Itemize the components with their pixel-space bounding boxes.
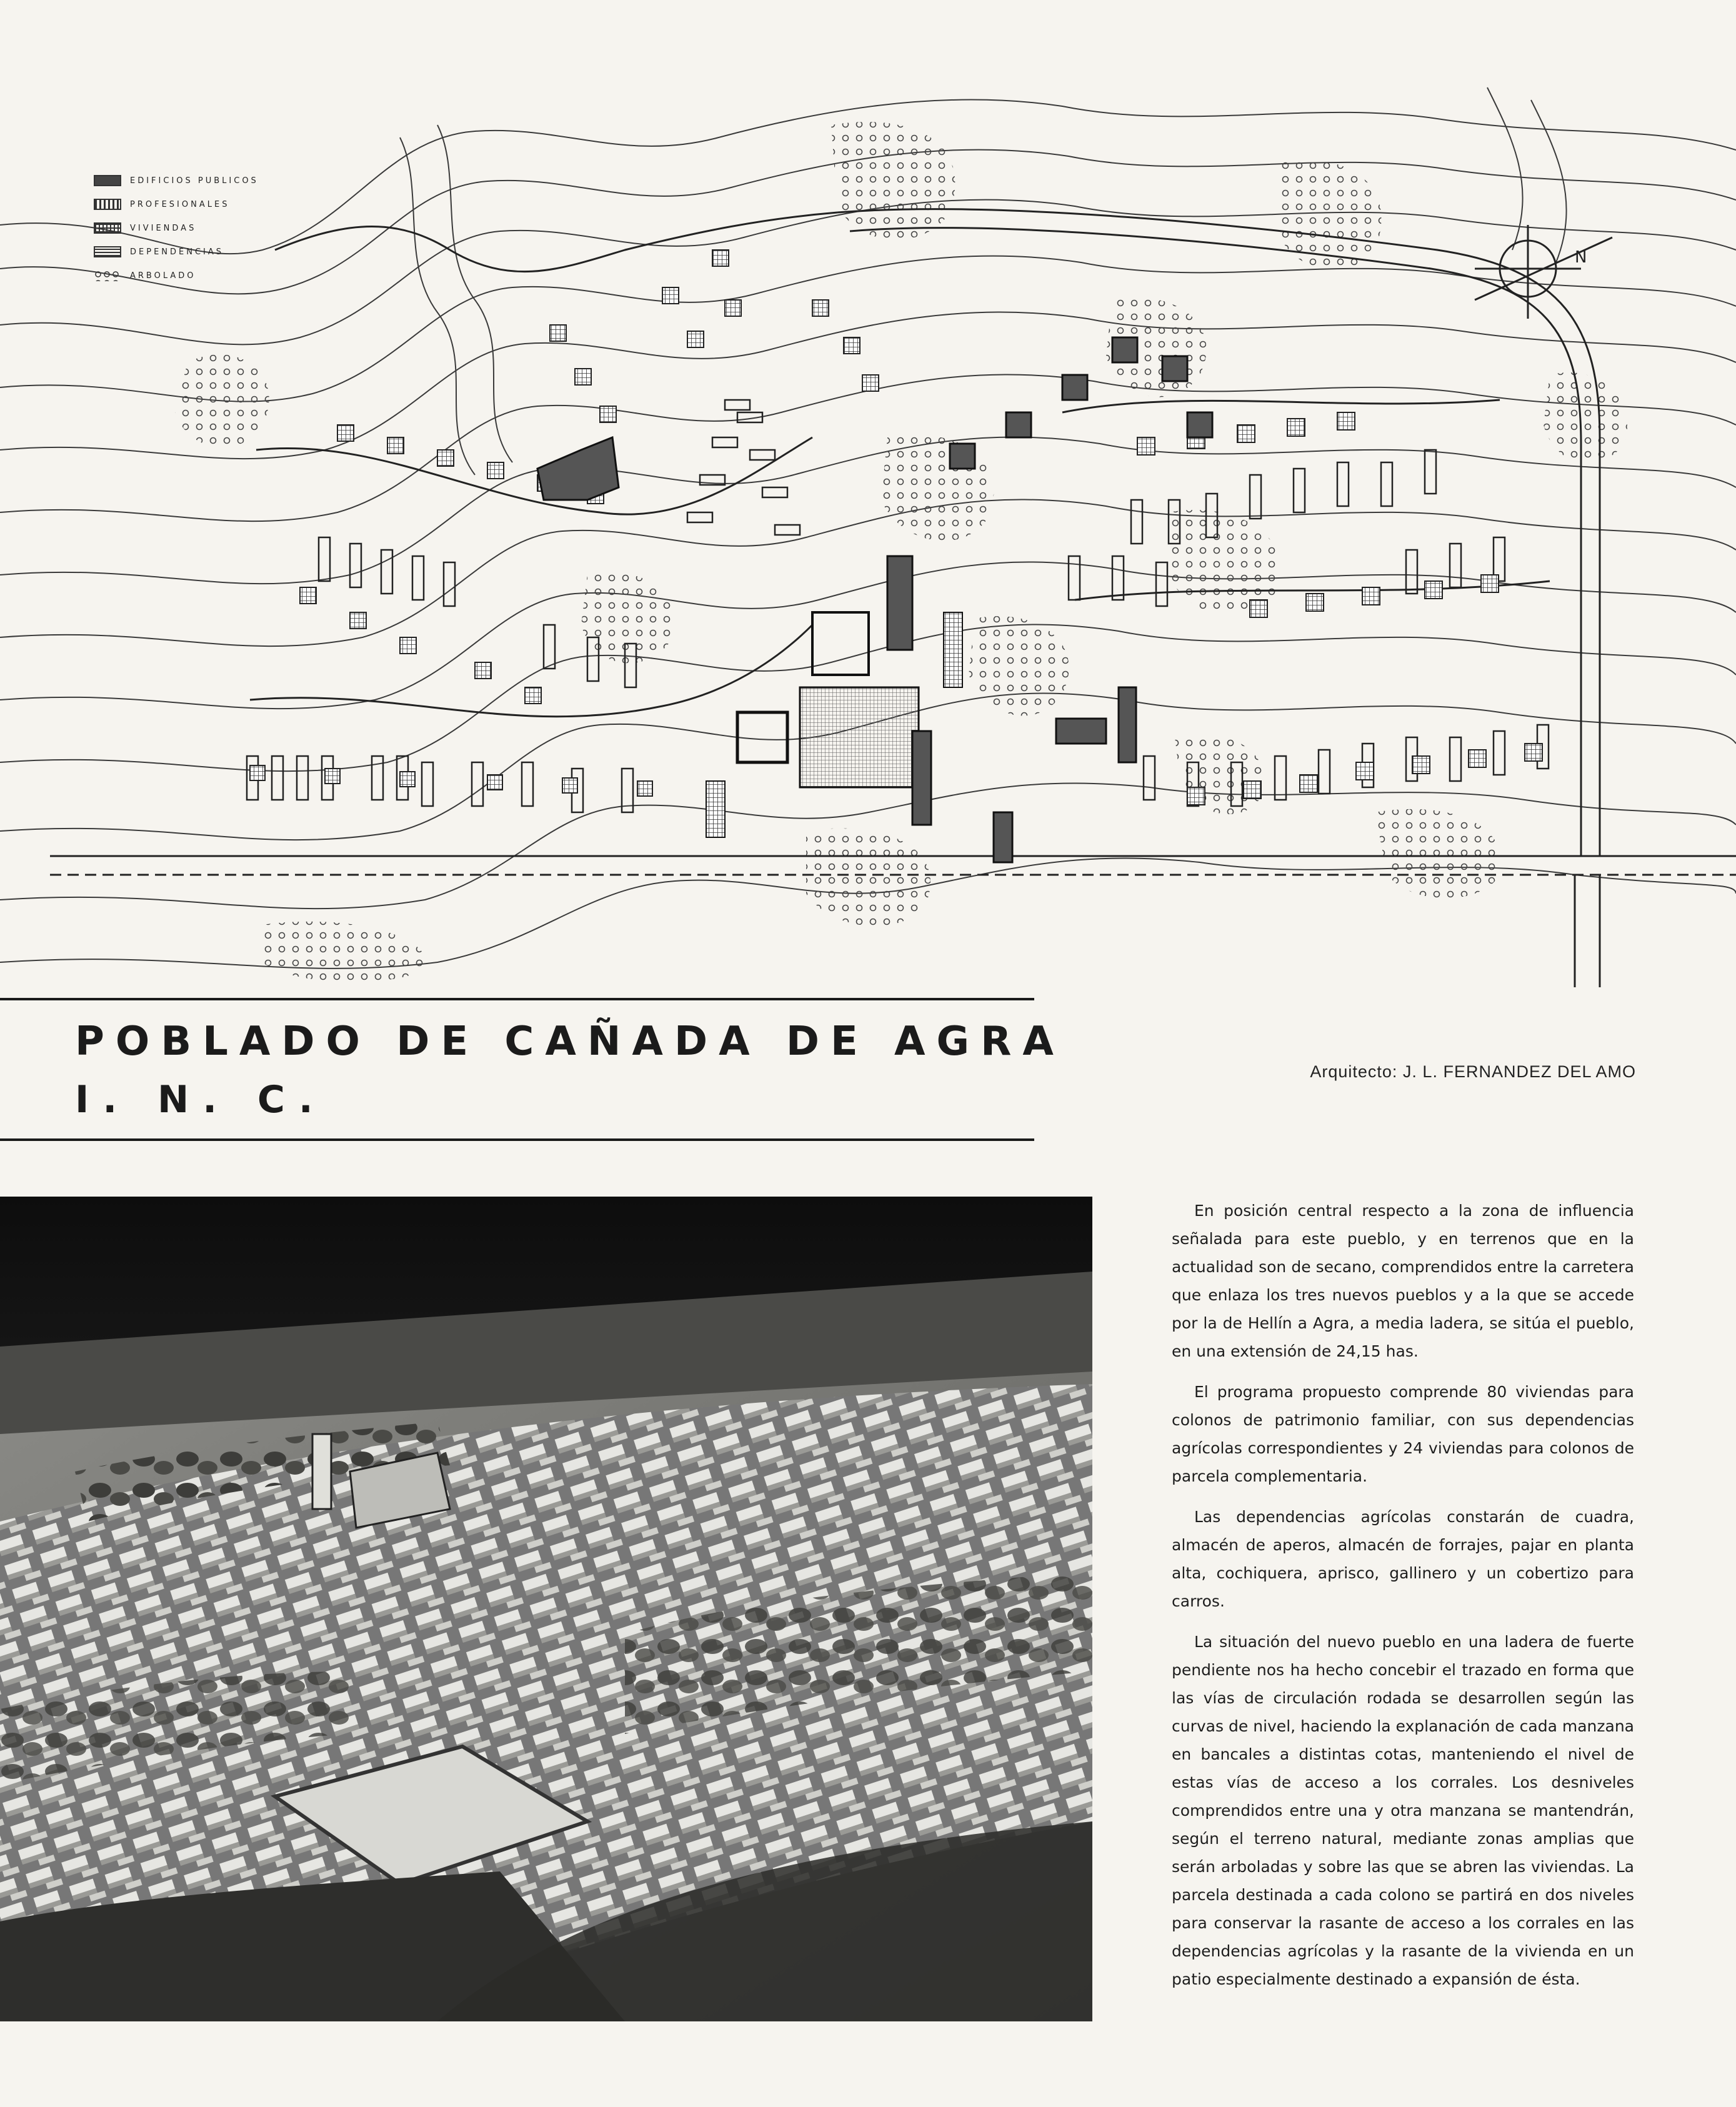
legend-label: ARBOLADO — [130, 271, 196, 281]
page-title: POBLADO DE CAÑADA DE AGRA — [75, 1019, 1065, 1065]
architect-credit: Arquitecto: J. L. FERNANDEZ DEL AMO — [1310, 1062, 1636, 1081]
plan-legend — [94, 169, 294, 287]
legend-item — [94, 264, 294, 287]
north-arrow-icon — [1475, 225, 1612, 319]
article-paragraph: Las dependencias agrícolas constarán de cuadra, almacén de aperos, almacén de forrajes, pajar en planta alta, cochiquera, aprisco, gallinero y un cobertizo para carros. — [1172, 1508, 1634, 1610]
bottom-rule — [0, 1138, 1034, 1141]
legend-item — [94, 216, 294, 240]
article-paragraph: En posición central respecto a la zona de influencia señalada para este pueblo, y en terrenos que en la actualidad son de secano, comprendidos entre la carretera que enlaza los tres nuevos pueblos y a la que se accede por la de Hellín a Agra, a media ladera, se sitúa el pueblo, en una extensión de 24,15 has. — [1172, 1202, 1634, 1360]
article-paragraph: La situación del nuevo pueblo en una ladera de fuerte pendiente nos ha hecho concebir el trazado en forma que las vías de circulación rodada se desarrollen según las curvas de nivel, haciendo la explanación de cada manzana en bancales a distintas cotas, manteniendo el nivel de estas vías de acceso a los corrales. Los desniveles comprendidos entre una y otra manzana se mantendrán, según el terreno natural, mediante zonas amplias que serán arboladas y sobre las que se abren las viviendas. La parcela destinada a cada colono se partirá en dos niveles para conservar la rasante de acceso a los corrales en las dependencias agrícolas y la rasante de la vivienda en un patio especialmente destinado a expansión de ésta. — [1172, 1633, 1634, 1988]
legend-swatch — [94, 199, 121, 210]
legend-swatch — [94, 270, 121, 281]
page-subtitle: I. N. C. — [75, 1078, 327, 1122]
legend-swatch — [94, 175, 121, 186]
model-photo — [0, 1197, 1092, 2021]
article-paragraph: El programa propuesto comprende 80 viviendas para colonos de patrimonio familiar, con sus dependencias agrícolas correspondientes y 24 viviendas para colonos de parcela complementaria. — [1172, 1383, 1634, 1485]
article-body — [1172, 1197, 1634, 2006]
legend-item — [94, 192, 294, 216]
legend-swatch — [94, 246, 121, 257]
legend-label: VIVIENDAS — [130, 223, 197, 233]
legend-label: PROFESIONALES — [130, 199, 230, 209]
top-rule — [0, 998, 1034, 1000]
legend-swatch — [94, 222, 121, 234]
site-plan — [0, 62, 1736, 987]
north-label: N — [1575, 248, 1587, 267]
legend-label: DEPENDENCIAS — [130, 247, 224, 257]
legend-label: EDIFICIOS PUBLICOS — [130, 176, 259, 186]
legend-item — [94, 240, 294, 264]
legend-item — [94, 169, 294, 192]
model-photo-image — [0, 1197, 1092, 2021]
